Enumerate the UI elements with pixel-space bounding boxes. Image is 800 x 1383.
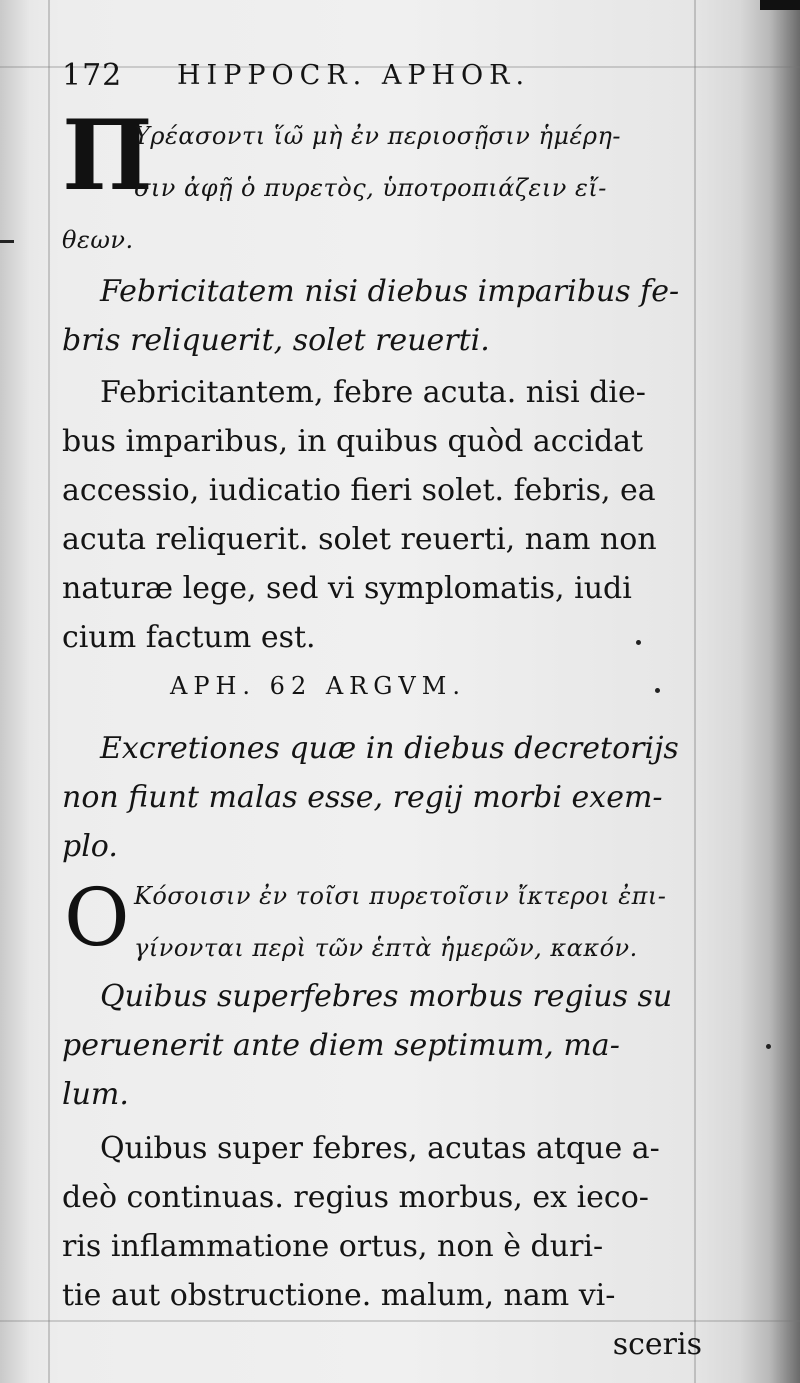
greek-line: Κόσοισιν ἐν τοῖσι πυρετοῖσιν ἴκτεροι ἐπι- — [134, 882, 667, 910]
commentary-line: cium factum est. — [62, 620, 316, 655]
argument-62 — [62, 724, 702, 871]
argument-line: non fiunt malas esse, regij morbi exem- — [62, 780, 663, 815]
stray-mark — [766, 1044, 771, 1049]
latin-line: bris reliquerit, solet reuerti. — [62, 323, 490, 358]
commentary-line: Quibus super febres, acutas atque a- — [100, 1131, 660, 1166]
commentary-line: deò continuas. regius morbus, ex ieco- — [62, 1180, 649, 1215]
stray-mark — [636, 640, 641, 645]
commentary-61 — [62, 368, 702, 662]
commentary-line: accessio, iudicatio fieri solet. febris, ea — [62, 473, 656, 508]
margin-rule-left — [48, 0, 50, 1383]
argument-line: Excretiones quæ in diebus decretorijs — [100, 731, 679, 766]
catchword: sceris — [612, 1327, 702, 1362]
running-head: HIPPOCR. APHOR. — [177, 60, 531, 91]
page-number: 172 — [62, 58, 123, 93]
latin-translation-61 — [62, 267, 702, 365]
greek-line: σιν ἀφῇ ὁ πυρετὸς, ὑποτροπιάζειν εἴ- — [134, 174, 607, 202]
greek-line: θεων. — [62, 226, 134, 254]
greek-line: Υρέασοντι ἵω̃ μὴ ἐν περιοσῇσιν ἡμέρη- — [134, 122, 621, 150]
commentary-62 — [62, 1124, 702, 1369]
commentary-line: naturæ lege, sed vi symplomatis, iudi — [62, 571, 632, 606]
commentary-line: Febricitantem, febre acuta. nisi die- — [100, 375, 646, 410]
latin-line: peruenerit ante diem septimum, ma- — [62, 1028, 620, 1063]
commentary-line: ris inflammatione ortus, non è duri- — [62, 1229, 604, 1264]
stray-mark — [655, 688, 660, 693]
commentary-line: bus imparibus, in quibus quòd accidat — [62, 424, 644, 459]
greek-line: γίνονται περὶ τῶν ἑπτὰ ἡμερῶν, κακόν. — [134, 934, 638, 962]
drop-initial-o: O — [64, 871, 130, 964]
aphorism-subheading: APH. 62 ARGVM. — [170, 672, 466, 700]
greek-aphorism-62 — [62, 870, 702, 974]
latin-line: Quibus superfebres morbus regius su — [100, 979, 673, 1014]
page-header — [62, 58, 702, 98]
page-corner-shadow — [760, 0, 800, 10]
drop-initial-pi: Π — [62, 99, 153, 212]
edge-mark — [0, 240, 14, 243]
commentary-line: acuta reliquerit. solet reuerti, nam non — [62, 522, 657, 557]
latin-translation-62 — [62, 972, 702, 1119]
latin-line: Febricitatem nisi diebus imparibus fe- — [100, 274, 680, 309]
commentary-line: tie aut obstructione. malum, nam vi- — [62, 1278, 616, 1313]
argument-line: plo. — [62, 829, 118, 864]
latin-line: lum. — [62, 1077, 129, 1112]
greek-aphorism-61 — [62, 99, 702, 266]
